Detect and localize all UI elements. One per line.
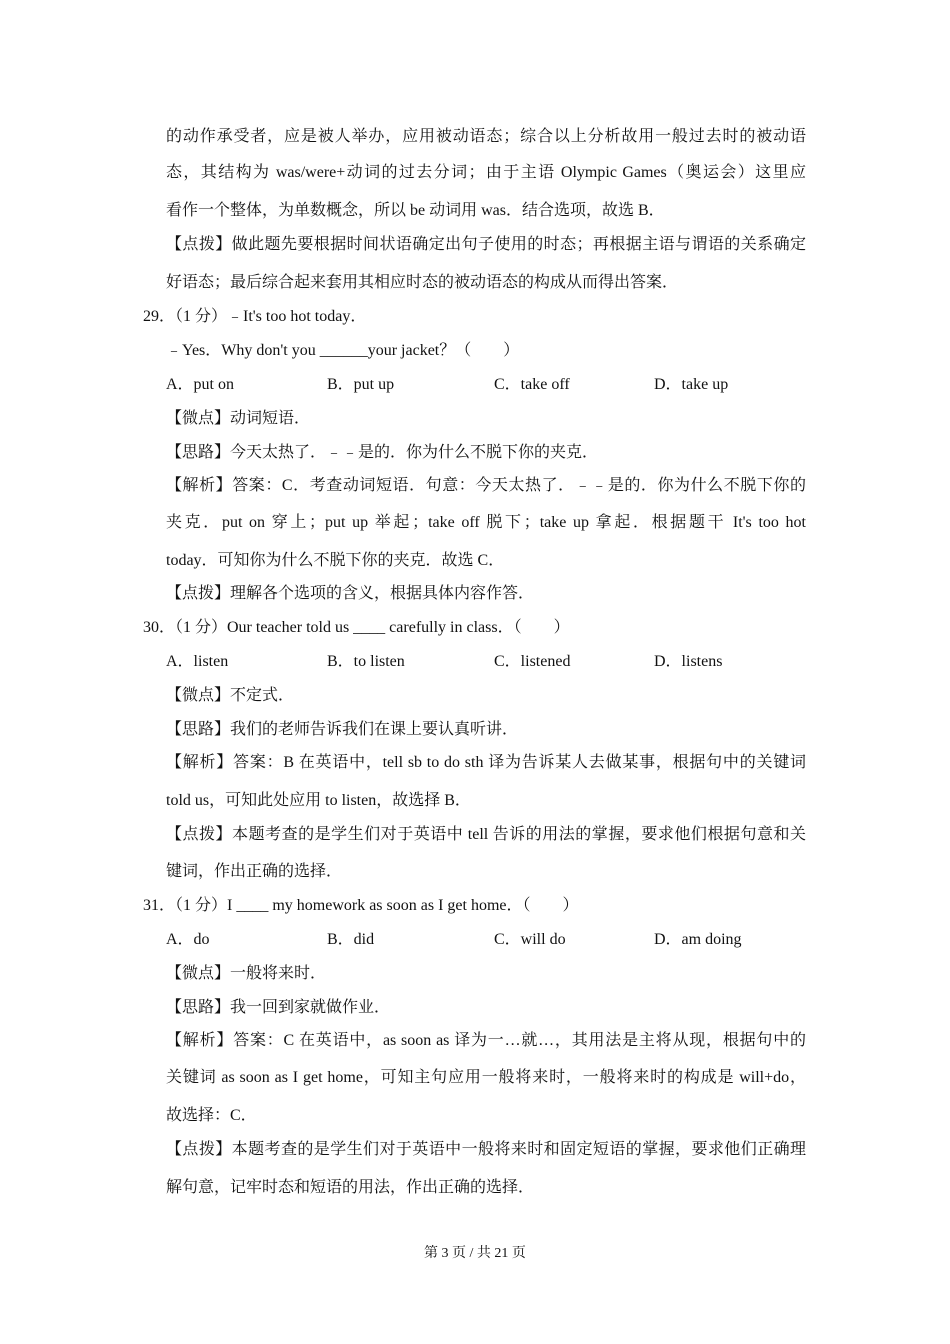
weidian: 【微点】一般将来时．	[166, 965, 327, 982]
weidian: 【微点】动词短语．	[166, 410, 311, 427]
jiexi-line: today．可知你为什么不脱下你的夹克．故选 C．	[166, 552, 505, 569]
jiexi-line: 夹克．put on 穿上；put up 举起；take off 脱下；take up 拿起．根据题干 It's too hot	[166, 514, 806, 531]
question-stem: 29．（1 分）﹣It's too hot today．	[143, 308, 367, 325]
question-stem: 31．（1 分）I ____ my homework as soon as I get home．（ ）	[143, 897, 579, 914]
explanation-line: 态，其结构为 was/were+动词的过去分词；由于主语 Olympic Games（奥运会）这里应	[166, 164, 806, 181]
jiexi-line: 【解析】答案：C 在英语中，as soon as 译为一…就…，其用法是主将从现，根据句中的	[166, 1032, 806, 1049]
option-c: C．will do	[494, 931, 566, 948]
option-a: A．listen	[166, 653, 229, 670]
explanation-line: 看作一个整体，为单数概念，所以 be 动词用 was．结合选项，故选 B．	[166, 202, 665, 219]
option-d: D．am doing	[654, 931, 742, 948]
silu: 【思路】我们的老师告诉我们在课上要认真听讲．	[166, 721, 519, 738]
question-stem: 30．（1 分）Our teacher told us ____ carefully in class．（ ）	[143, 619, 570, 636]
option-d: D．take up	[654, 376, 729, 393]
explanation-line: 的动作承受者，应是被人举办，应用被动语态；综合以上分析故用一般过去时的被动语	[166, 128, 806, 145]
dianbo-line: 解句意，记牢时态和短语的用法，作出正确的选择．	[166, 1179, 535, 1196]
silu: 【思路】今天太热了．﹣﹣是的．你为什么不脱下你的夹克．	[166, 444, 599, 461]
dianbo-line: 好语态；最后综合起来套用其相应时态的被动语态的构成从而得出答案．	[166, 274, 679, 291]
jiexi-line: 【解析】答案：B 在英语中，tell sb to do sth 译为告诉某人去做某事，根据句中的关键词	[166, 754, 806, 771]
option-d: D．listens	[654, 653, 723, 670]
jiexi-line: 【解析】答案：C．考查动词短语．句意：今天太热了．﹣﹣是的．你为什么不脱下你的	[166, 477, 806, 494]
silu: 【思路】我一回到家就做作业．	[166, 999, 391, 1016]
option-c: C．take off	[494, 376, 570, 393]
option-a: A．put on	[166, 376, 235, 393]
dianbo: 【点拨】理解各个选项的含义，根据具体内容作答．	[166, 585, 535, 602]
weidian: 【微点】不定式．	[166, 687, 295, 704]
option-b: B．put up	[327, 376, 395, 393]
dianbo-line: 【点拨】本题考查的是学生们对于英语中一般将来时和固定短语的掌握，要求他们正确理	[166, 1141, 806, 1158]
dianbo-line: 键词，作出正确的选择．	[166, 863, 343, 880]
jiexi-line: 关键词 as soon as I get home，可知主句应用一般将来时，一般将来时的构成是 will+do，	[166, 1069, 806, 1086]
option-b: B．did	[327, 931, 375, 948]
dianbo-line: 【点拨】做此题先要根据时间状语确定出句子使用的时态；再根据主语与谓语的关系确定	[166, 236, 806, 253]
dianbo-line: 【点拨】本题考查的是学生们对于英语中 tell 告诉的用法的掌握，要求他们根据句意和关	[166, 826, 806, 843]
option-a: A．do	[166, 931, 210, 948]
jiexi-line: 故选择：C．	[166, 1107, 257, 1124]
option-b: B．to listen	[327, 653, 405, 670]
jiexi-line: told us，可知此处应用 to listen，故选择 B．	[166, 792, 471, 809]
page-footer: 第 3 页 / 共 21 页	[424, 1246, 526, 1261]
question-stem-line2: ﹣Yes．Why don't you ______your jacket？（ ）	[166, 342, 520, 359]
option-c: C．listened	[494, 653, 571, 670]
